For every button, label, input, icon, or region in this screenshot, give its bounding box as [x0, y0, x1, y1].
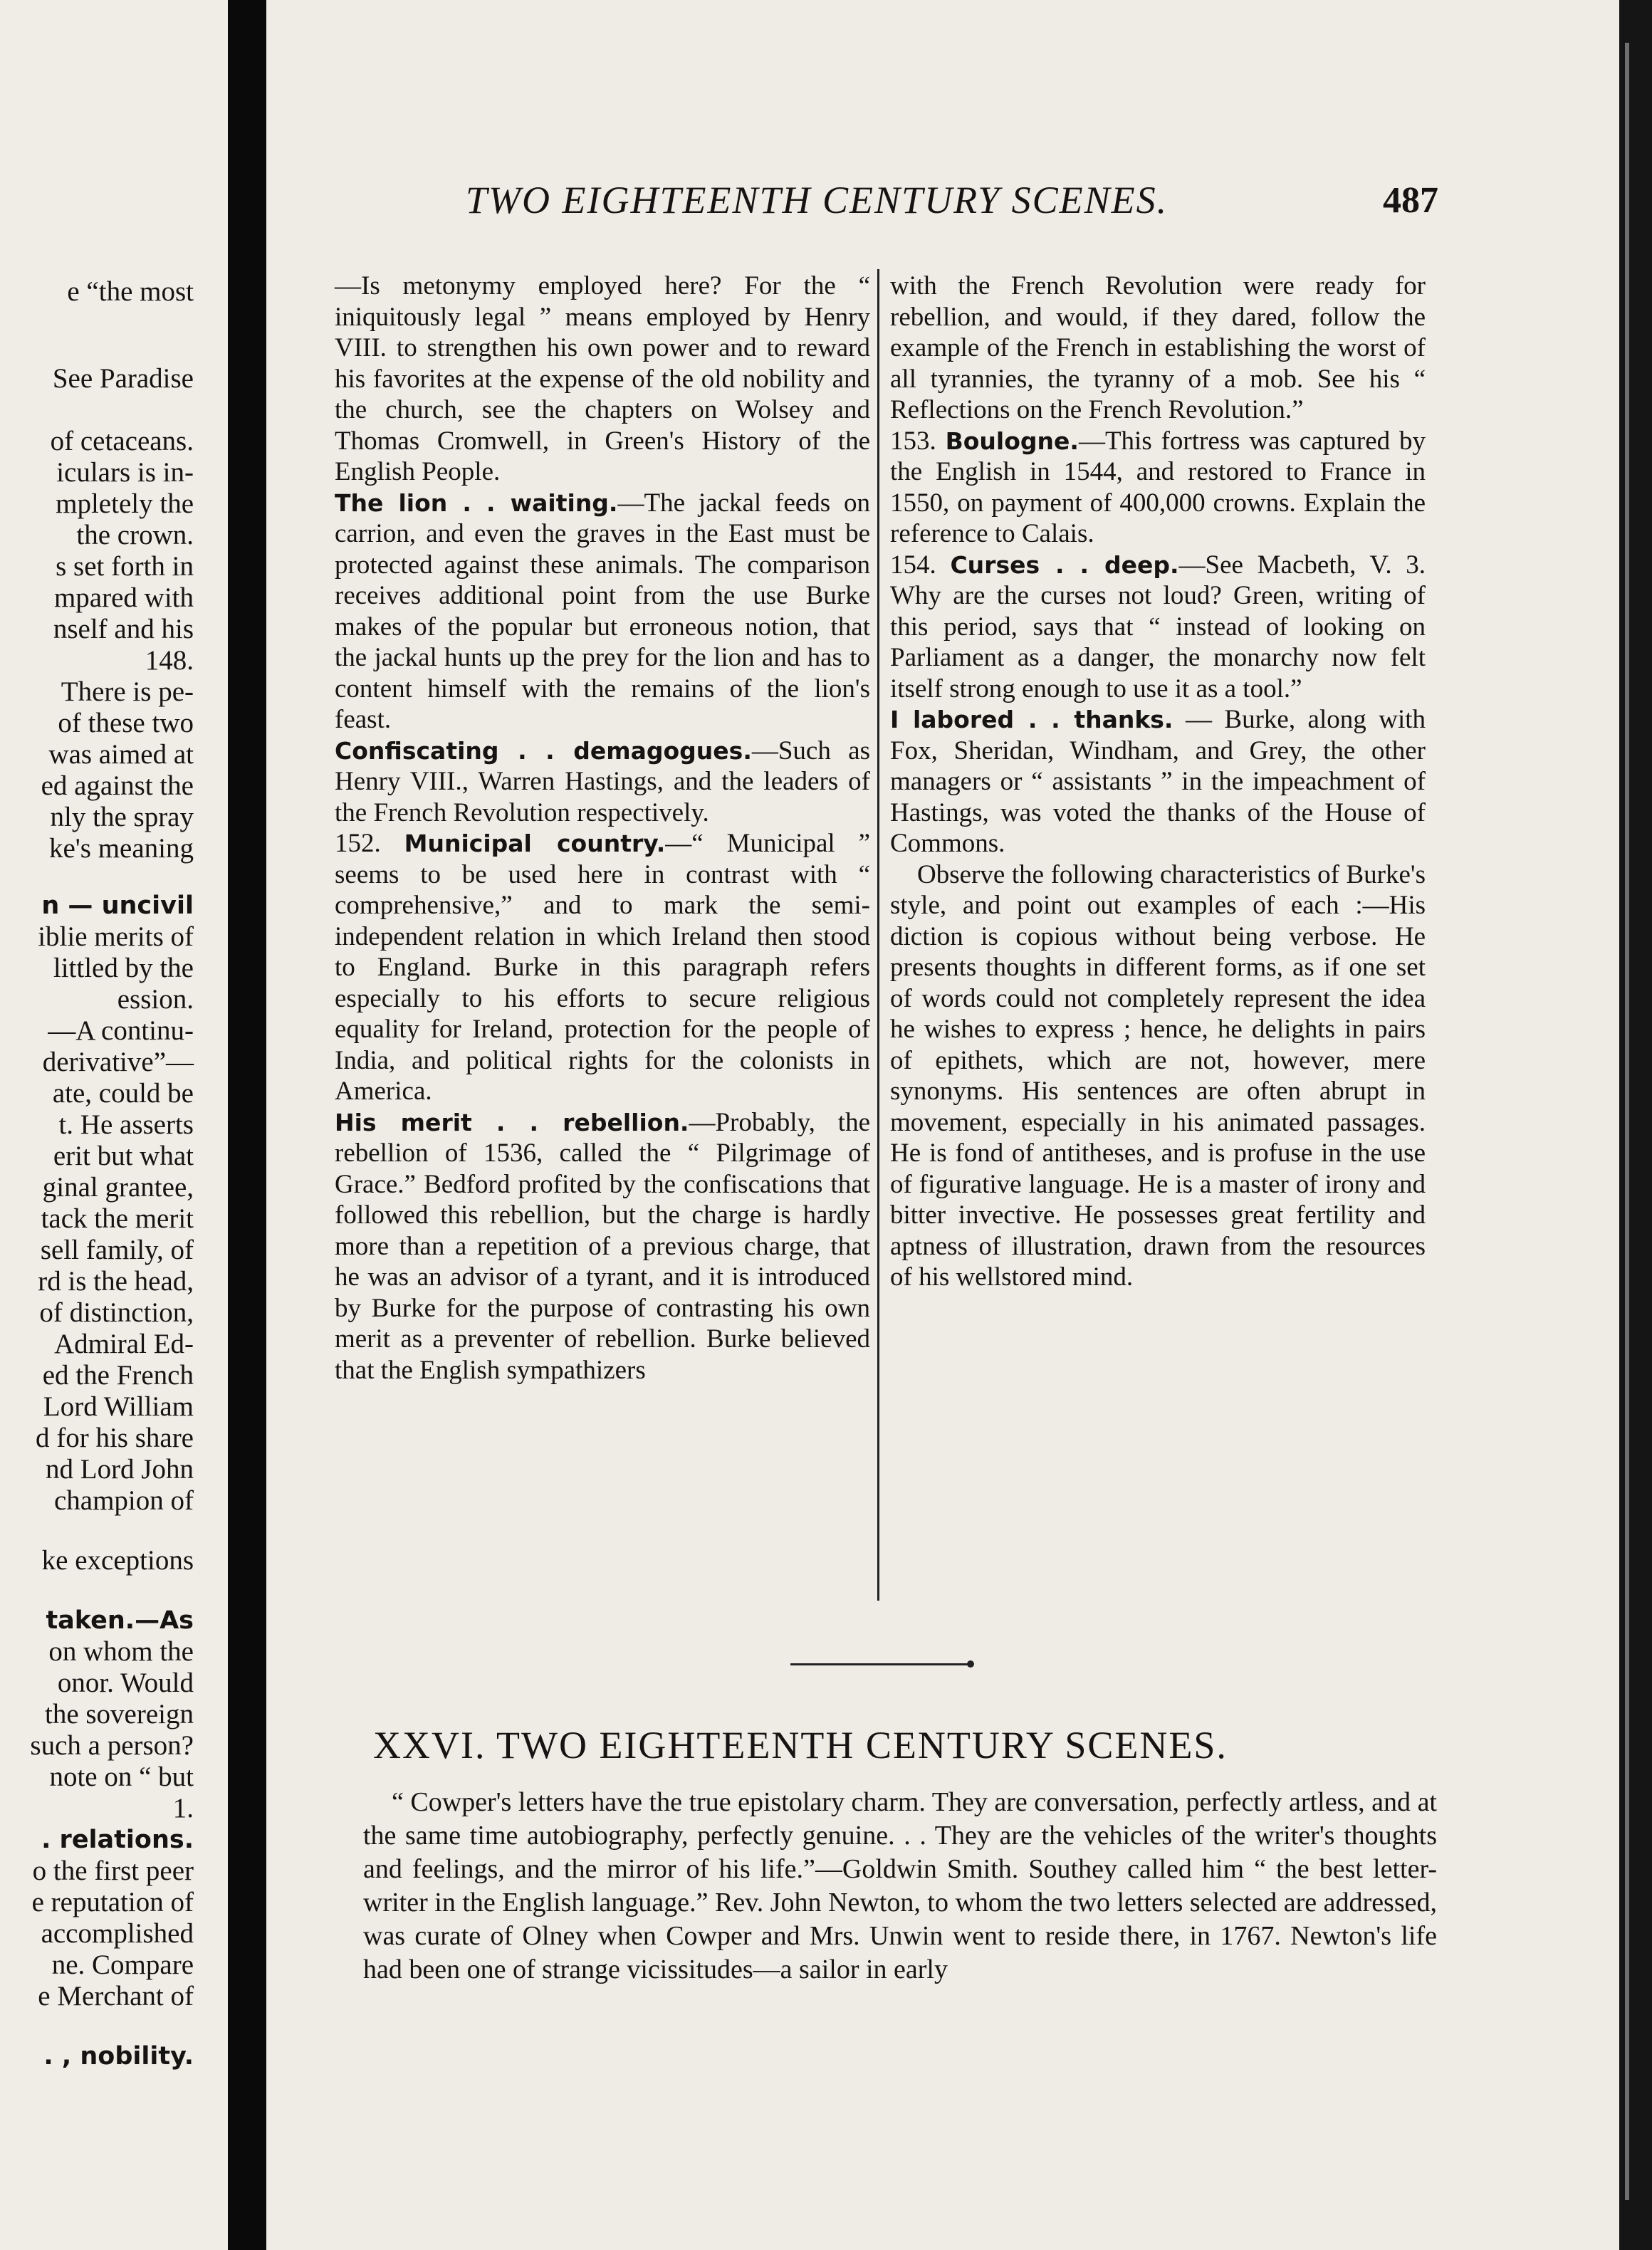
- facing-page-line: the sovereign: [44, 1699, 194, 1730]
- annotation-note: [335, 828, 870, 1107]
- facing-page-line: Admiral Ed-: [53, 1329, 194, 1359]
- facing-page-line: ed against the: [41, 770, 194, 801]
- annotation-note: [890, 426, 1426, 550]
- facing-page-line: iculars is in-: [56, 457, 194, 488]
- running-title: TWO EIGHTEENTH CENTURY SCENES.: [466, 179, 1169, 221]
- facing-page-line: was aimed at: [48, 739, 194, 770]
- facing-page-line: ginal grantee,: [42, 1172, 194, 1203]
- facing-page-line: ate, could be: [52, 1078, 194, 1109]
- facing-page-line: accomplished: [41, 1918, 194, 1949]
- facing-page-line: taken.—As: [46, 1606, 194, 1635]
- facing-page-line: —A continu-: [48, 1015, 194, 1046]
- facing-page-line: mpletely the: [56, 488, 194, 519]
- note-headword: Municipal country.: [404, 830, 666, 857]
- facing-page-line: champion of: [53, 1485, 194, 1516]
- facing-page-line: There is pe-: [61, 676, 194, 707]
- facing-page-line: the crown.: [76, 520, 194, 550]
- facing-page-line: e Merchant of: [38, 1981, 194, 2011]
- note-headword: I labored . . thanks.: [890, 706, 1173, 733]
- note-text: —The jackal feeds on carrion, and even the graves in the East must be protected against these animals. The comparison receives additional point from the use Burke makes of the popular but erroneous notion, that the jackal hunts up the prey for the lion and has to content himself with the remains of the lion's feast.: [335, 488, 870, 734]
- note-text: —This fortress was captured by the English in 1544, and restored to France in 1550, on payment of 400,000 crowns. Explain the reference to Calais.: [890, 426, 1426, 548]
- note-headword: Confiscating . . demagogues.: [335, 736, 752, 765]
- annotation-note: [335, 1107, 870, 1386]
- facing-page-line: t. He asserts: [58, 1109, 194, 1140]
- facing-page-line: . relations.: [41, 1826, 194, 1854]
- facing-page-line: n — uncivil: [41, 891, 194, 920]
- facing-page-line: ke exceptions: [41, 1545, 194, 1576]
- facing-page-line: onor. Would: [57, 1668, 194, 1698]
- facing-page-line: nly the spray: [50, 802, 194, 832]
- facing-page-line: ession.: [117, 984, 194, 1015]
- book-gutter: [228, 0, 266, 2250]
- annotation-column-right: [890, 271, 1426, 1293]
- annotation-column-left: [335, 271, 870, 1386]
- facing-page-line: d for his share: [35, 1423, 194, 1453]
- facing-page-line: e reputation of: [31, 1887, 194, 1917]
- facing-page-line: Lord William: [43, 1391, 194, 1422]
- facing-page-line: ed the French: [42, 1360, 194, 1391]
- note-headword: His merit . . rebellion.: [335, 1108, 689, 1136]
- note-number: 154.: [890, 550, 951, 580]
- facing-page-line: nself and his: [53, 614, 194, 644]
- facing-page-line: such a person?: [30, 1730, 194, 1761]
- note-text: —See Macbeth, V. 3. Why are the curses not loud? Green, writing of this period, says that “ instead of looking on Parliament as a danger, the monarchy now felt itself strong enough to use it as a tool.”: [890, 550, 1426, 703]
- facing-page-line: e “the most: [67, 276, 194, 307]
- note-headword: Boulogne.: [945, 427, 1079, 455]
- facing-page-line: rd is the head,: [38, 1266, 194, 1297]
- facing-page-line: 148.: [145, 645, 194, 676]
- facing-page-line: on whom the: [48, 1636, 194, 1667]
- facing-page-line: s set forth in: [56, 551, 194, 582]
- column-divider: [877, 269, 879, 1601]
- facing-page-line: erit but what: [53, 1141, 194, 1171]
- page-number: 487: [1383, 180, 1438, 221]
- annotation-paragraph: —Is metonymy employed here? For the “ iniquitously legal ” means employed by Henry VIII. to strengthen his own power and to reward his favorites at the expense of the old nobility and the church, see the chapters on Wolsey and Thomas Cromwell, in Green's History of the English People.: [335, 271, 870, 486]
- facing-page-line: of these two: [58, 708, 194, 738]
- facing-page-line: of distinction,: [39, 1297, 194, 1328]
- annotation-note: [335, 488, 870, 736]
- note-text: — Burke, along with Fox, Sheridan, Windham, and Grey, the other managers or “ assistants ” in the impeachment of Hastings, was voted the thanks of the House of Commons.: [890, 705, 1426, 858]
- note-text: —Such as Henry VIII., Warren Hastings, and the leaders of the French Revolution respectively.: [335, 736, 870, 827]
- page-edge-strip: [1625, 43, 1629, 2200]
- book-page: [266, 0, 1619, 2250]
- facing-page-line: tack the merit: [41, 1203, 194, 1234]
- section-intro: [363, 1786, 1437, 1987]
- note-text: —“ Municipal ” seems to be used here in contrast with “ comprehensive,” and to mark the semi-independent relation in which Ireland then stood to England. Burke in this paragraph refers especially to his efforts to secure religious equality for Ireland, protection for the people of India, and political rights for the colonists in America.: [335, 829, 870, 1106]
- facing-page-line: . , nobility.: [43, 2042, 194, 2071]
- note-number: 153.: [890, 426, 946, 456]
- facing-page-line: mpared with: [53, 582, 194, 613]
- note-headword: Curses . . deep.: [950, 550, 1179, 579]
- note-number: 152.: [335, 829, 404, 858]
- annotation-note: [890, 704, 1426, 859]
- note-text: —Probably, the rebellion of 1536, called the “ Pilgrimage of Grace.” Bedford profited by the confiscations that followed this rebellion, but the charge is hardly more than a repetition of a previous charge, that he was an advisor of a tyrant, and it is introduced by Burke for the purpose of contrasting his own merit as a preventer of rebellion. Burke believed that the English sympathizers: [335, 1107, 870, 1385]
- facing-page-line: ke's meaning: [48, 833, 194, 864]
- facing-page-line: sell family, of: [40, 1235, 194, 1265]
- annotation-paragraph: with the French Revolution were ready for rebellion, and would, if they dared, follow the example of the French in establishing the worst of all tyrannies, the tyranny of a mob. See his “ Reflections on the French Revolution.”: [890, 271, 1426, 424]
- facing-page-line: derivative”—: [42, 1047, 194, 1077]
- note-headword: The lion . . waiting.: [335, 488, 618, 517]
- facing-page-line: ne. Compare: [51, 1950, 194, 1980]
- facing-page-line: iblie merits of: [38, 921, 194, 952]
- facing-page-line: littled by the: [53, 953, 194, 983]
- page-edge: [1619, 0, 1652, 2250]
- annotation-note: [335, 736, 870, 829]
- facing-page-line: note on “ but: [49, 1762, 194, 1792]
- facing-page-line: of cetaceans.: [50, 426, 194, 456]
- facing-page-line: See Paradise: [52, 363, 194, 394]
- annotation-note: [890, 550, 1426, 705]
- intro-paragraph: “ Cowper's letters have the true epistolary charm. They are conversation, perfectly artless, and at the same time autobiography, perfectly genuine. . . They are the vehicles of the writer's thoughts and feelings, and the mirror of his life.”—Goldwin Smith. Southey called him “ the best letter-writer in the English language.” Rev. John Newton, to whom the two letters selected are addressed, was curate of Olney when Cowper and Mrs. Unwin went to reside there, in 1767. Newton's life had been one of strange vicissitudes—a sailor in early: [363, 1787, 1437, 1984]
- annotation-paragraph: Observe the following characteristics of Burke's style, and point out examples of each :—His diction is copious without being verbose. He presents thoughts in different forms, as if one set of words could not completely represent the idea he wishes to express ; hence, he delights in pairs of epithets, which are not, however, mere synonyms. His sentences are often abrupt in movement, especially in his animated passages. He is fond of antitheses, and is profuse in the use of figurative language. He is a master of irony and bitter invective. He possesses great fertility and aptness of illustration, drawn from the resources of his wellstored mind.: [890, 859, 1426, 1292]
- facing-page-line: nd Lord John: [46, 1454, 194, 1485]
- facing-page-line: 1.: [172, 1793, 194, 1823]
- section-title: XXVI. TWO EIGHTEENTH CENTURY SCENES.: [373, 1724, 1228, 1767]
- facing-page-line: o the first peer: [32, 1856, 194, 1886]
- section-ornament-rule: [790, 1663, 970, 1665]
- facing-page-fragment: [0, 0, 228, 2250]
